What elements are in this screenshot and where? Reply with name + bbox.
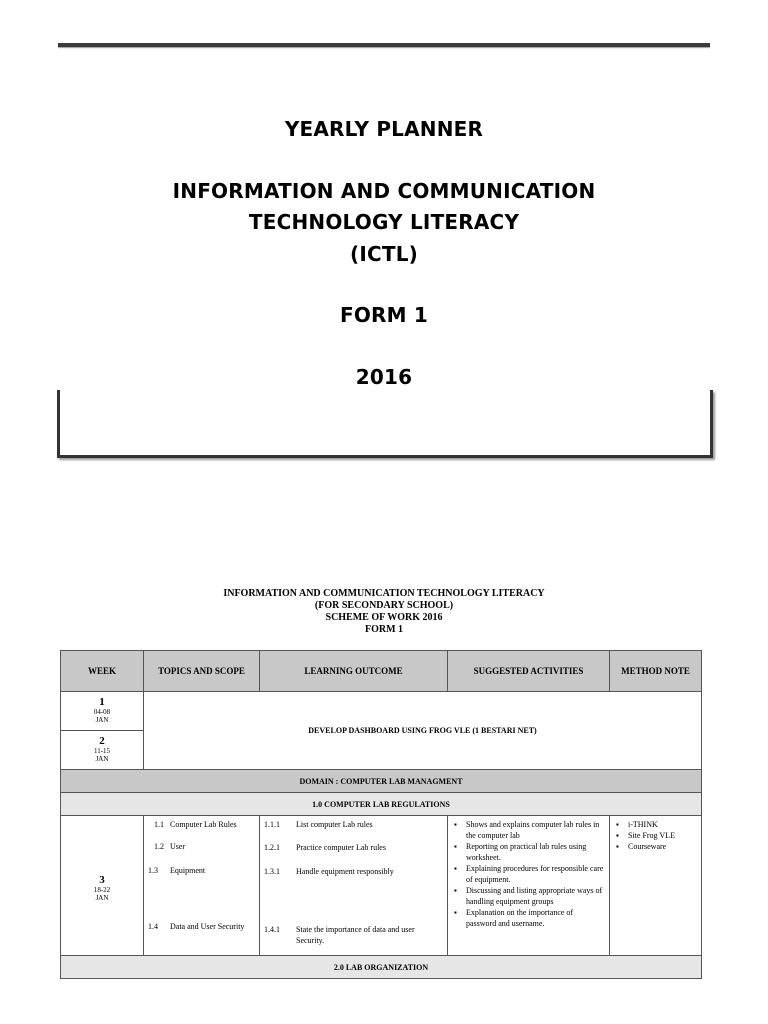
header-method-note: METHOD NOTE [610,651,702,692]
cover-subject-abbr: (ICTL) [350,242,418,266]
cover-title: YEARLY PLANNER [284,117,484,141]
activities-cell [448,816,610,956]
scheme-heading-3: SCHEME OF WORK 2016 [325,612,443,623]
cover-frame [57,390,713,458]
list-item: ▪ Explaining procedures for responsible care of equipment. [466,863,605,885]
week-number: 1 [99,696,105,708]
scheme-heading-2: (FOR SECONDARY SCHOOL) [314,600,454,611]
cover-form: FORM 1 [339,303,429,327]
header-topics: TOPICS AND SCOPE [144,651,260,692]
week-number: 2 [99,735,105,747]
table-header-row [61,651,702,692]
scheme-of-work-table [60,650,702,979]
domain-row [61,770,702,793]
table-row-week3 [61,816,702,956]
list-item: ▪ i-THINK [628,819,697,830]
outcome-item: 1.3.1 Handle equipment responsibly [264,867,394,876]
list-item: ▪ Reporting on practical lab rules using worksheet. [466,841,605,863]
topic-item: 1.3 Equipment [148,866,206,875]
topic-item: 1.2 User [154,842,186,851]
topic-item: 1.1 Computer Lab Rules [154,820,237,829]
week-dates: 18-22 [93,885,111,894]
cover-subject-line1: INFORMATION AND COMMUNICATION [172,179,596,203]
header-learning-outcome: LEARNING OUTCOME [260,651,448,692]
section-2-label: 2.0 LAB ORGANIZATION [61,956,702,979]
list-item: ▪ Courseware [628,841,697,852]
activities-list [452,819,605,929]
domain-label: DOMAIN : COMPUTER LAB MANAGMENT [61,770,702,793]
list-item: ▪ Site Frog VLE [628,830,697,841]
week-dates: 04-08 [93,708,111,716]
week-month: JAN [95,716,109,724]
learning-outcome-cell [260,816,448,956]
scheme-heading-4: FORM 1 [364,624,404,635]
outcome-item: 1.2.1 Practice computer Lab rules [264,843,386,852]
week-cell [61,816,144,956]
topic-item: 1.4 Data and User Security [148,922,245,931]
outcome-item: 1.4.1 State the importance of data and user Security. [264,925,415,945]
section-row [61,956,702,979]
topics-cell [144,816,260,956]
dashboard-activity: DEVELOP DASHBOARD USING FROG VLE (1 BESTARI NET) [144,692,702,770]
top-horizontal-rule [58,43,710,47]
cover-year: 2016 [355,365,413,389]
methods-list [614,819,697,852]
week-dates: 11-15 [93,747,111,755]
scheme-heading-1: INFORMATION AND COMMUNICATION TECHNOLOGY LITERACY [223,588,545,599]
list-item: ▪ Discussing and listing appropriate ways of handling equipment groups [466,885,605,907]
week-cell [61,731,144,770]
week-month: JAN [95,893,109,902]
table-row-week1 [61,692,702,731]
header-suggested-activities: SUGGESTED ACTIVITIES [448,651,610,692]
cover-subject-line2: TECHNOLOGY LITERACY [248,210,520,234]
week-cell [61,692,144,731]
method-note-cell [610,816,702,956]
section-row [61,793,702,816]
list-item: ▪ Explanation on the importance of password and username. [466,907,605,929]
week-number: 3 [99,873,105,886]
header-week: WEEK [61,651,144,692]
outcome-item: 1.1.1 List computer Lab rules [264,820,373,829]
list-item: ▪ Shows and explains computer lab rules in the computer lab [466,819,605,841]
week-month: JAN [95,755,109,763]
section-1-label: 1.0 COMPUTER LAB REGULATIONS [61,793,702,816]
